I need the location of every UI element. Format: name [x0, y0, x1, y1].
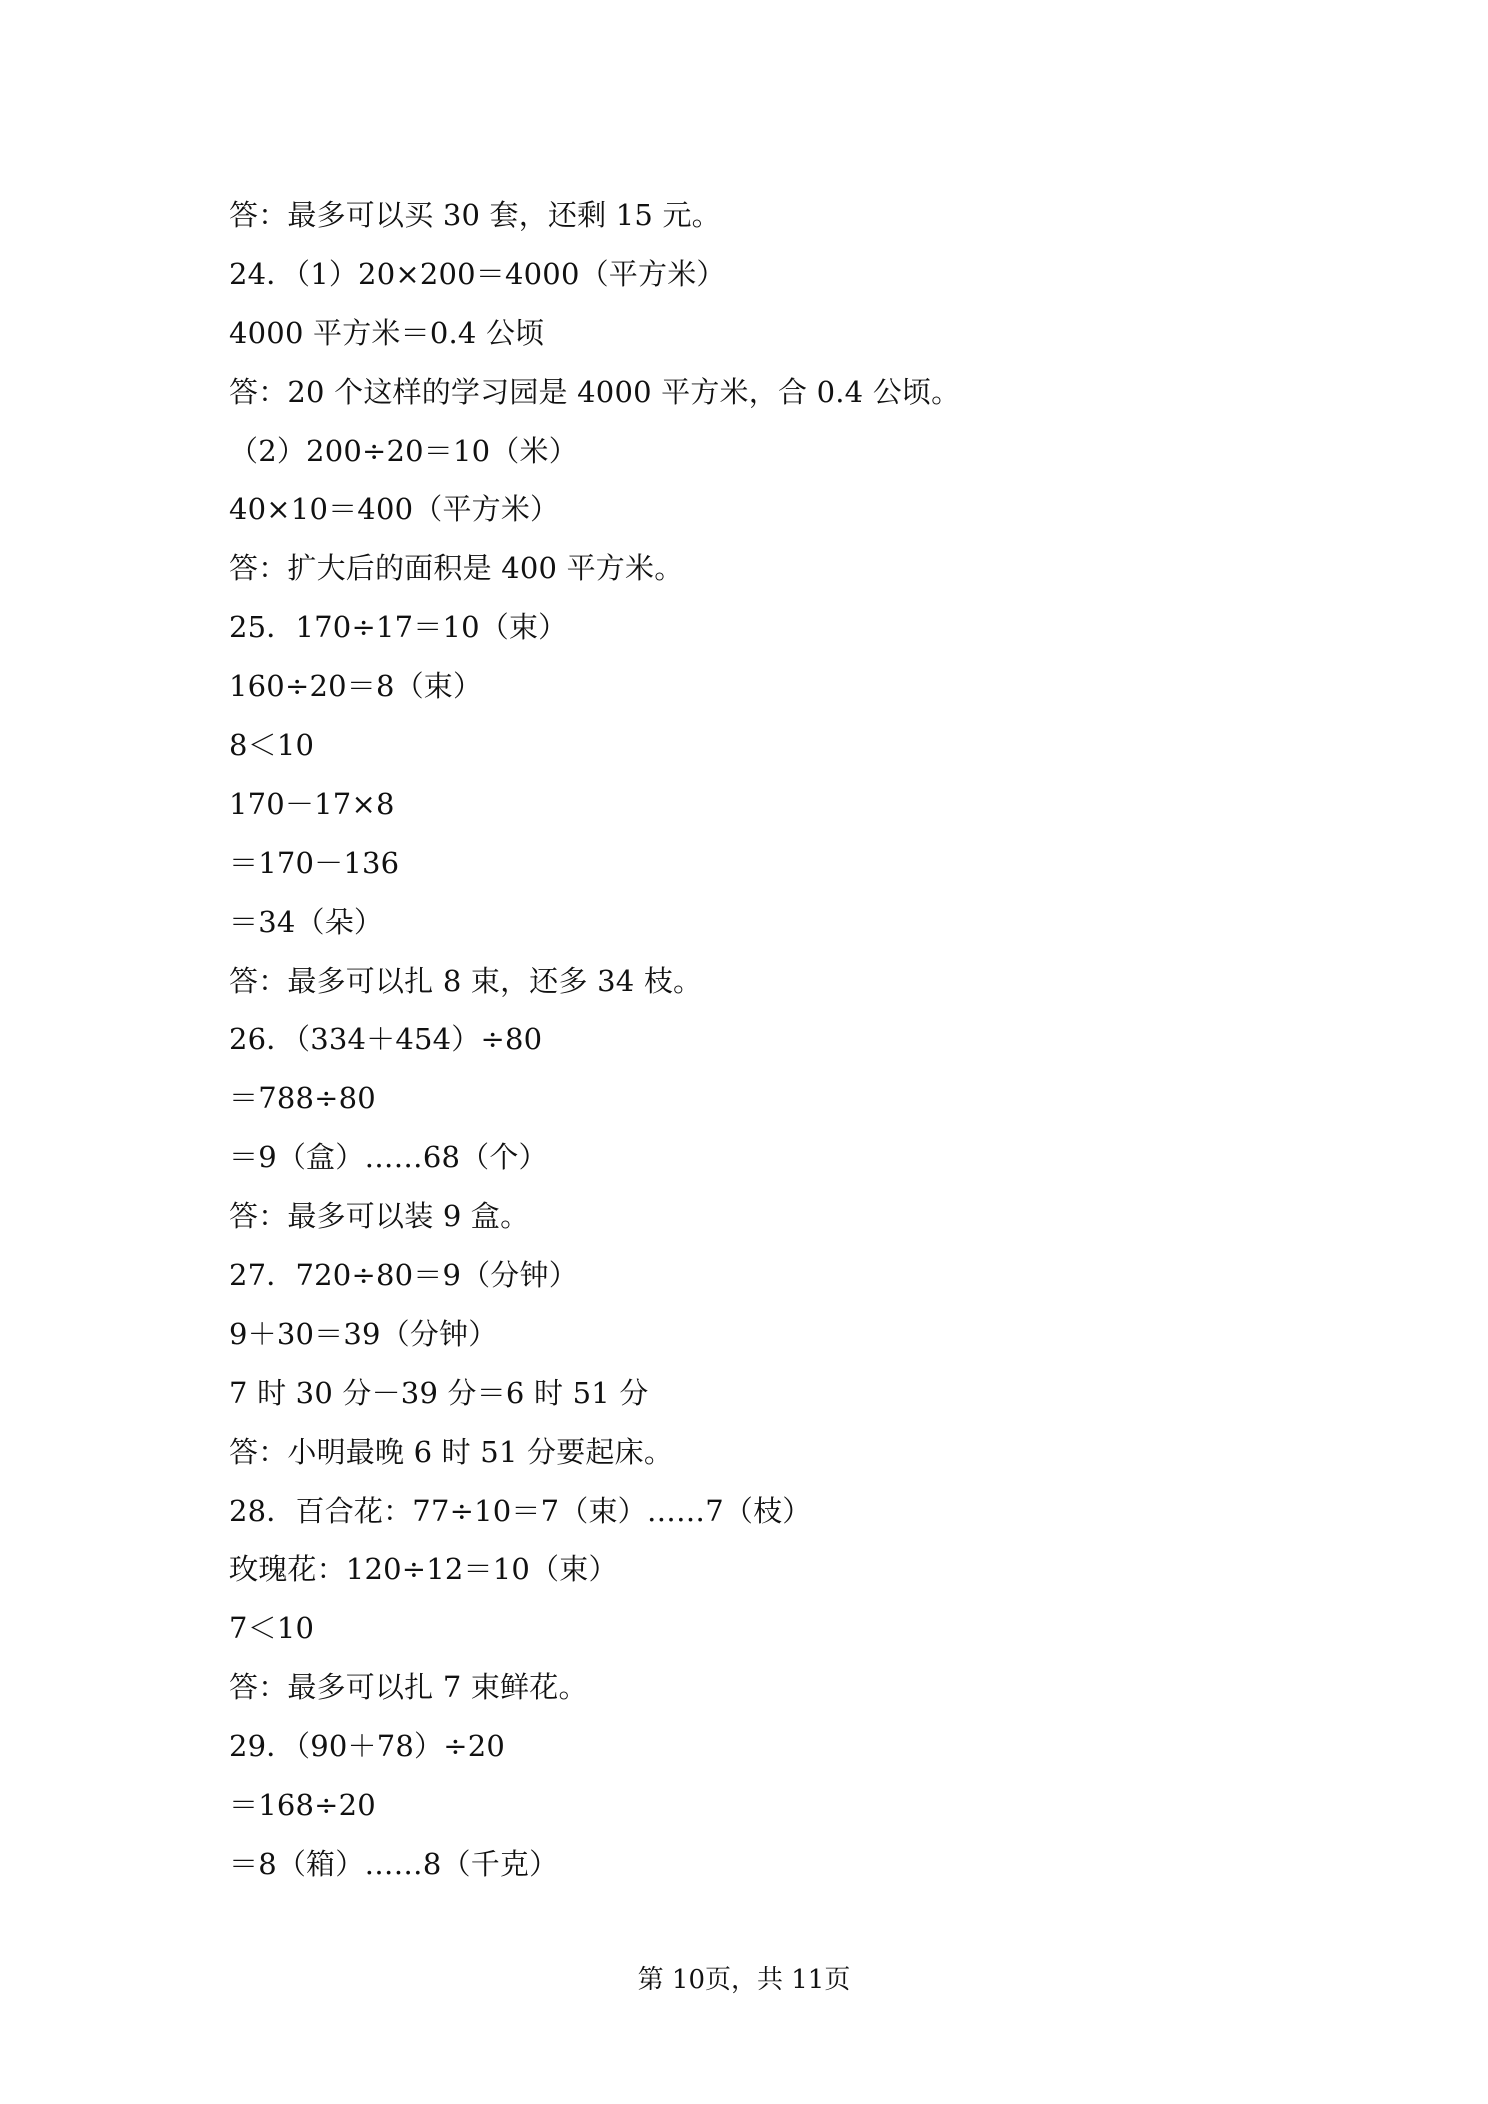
- text-line: 29．（90＋78）÷20: [229, 1729, 506, 1764]
- text-line: 答：最多可以买 30 套，还剩 15 元。: [229, 198, 721, 232]
- text-line: （2）200÷20＝10（米）: [229, 433, 578, 468]
- text-line: 4000 平方米＝0.4 公顷: [229, 315, 545, 350]
- text-line: ＝9（盒）……68（个）: [229, 1140, 548, 1175]
- text-line: 7 时 30 分－39 分＝6 时 51 分: [229, 1375, 649, 1410]
- text-line: 27．720÷80＝9（分钟）: [229, 1258, 578, 1293]
- answer-content: [229, 186, 1289, 1894]
- text-line: 答：最多可以扎 7 束鲜花。: [229, 1670, 588, 1705]
- text-line: ＝8（箱）……8（千克）: [229, 1846, 559, 1881]
- text-line: 答：小明最晚 6 时 51 分要起床。: [229, 1434, 674, 1469]
- text-line: 答：扩大后的面积是 400 平方米。: [229, 551, 684, 586]
- text-line: ＝168÷20: [229, 1788, 376, 1823]
- text-line: 25．170÷17＝10（束）: [229, 610, 568, 645]
- text-line: ＝170－136: [229, 845, 400, 880]
- page-footer: 第 10页，共 11页: [637, 1965, 851, 1995]
- text-line: 28．百合花：77÷10＝7（束）……7（枝）: [229, 1493, 812, 1528]
- text-line: 160÷20＝8（束）: [229, 669, 483, 704]
- text-line: ＝788÷80: [229, 1081, 376, 1116]
- text-line: 8＜10: [229, 728, 315, 763]
- text-line: 170－17×8: [229, 786, 395, 821]
- text-line: 玫瑰花：120÷12＝10（束）: [229, 1552, 618, 1587]
- text-line: 答：最多可以装 9 盒。: [229, 1199, 530, 1234]
- text-line: 答：20 个这样的学习园是 4000 平方米，合 0.4 公顷。: [229, 374, 961, 409]
- text-line: 答：最多可以扎 8 束，还多 34 枝。: [229, 963, 703, 998]
- text-line: 7＜10: [229, 1611, 315, 1646]
- text-line: ＝34（朵）: [229, 904, 384, 939]
- text-line: 40×10＝400（平方米）: [229, 492, 560, 527]
- text-line: 26．（334＋454）÷80: [229, 1022, 543, 1057]
- text-line: 9＋30＝39（分钟）: [229, 1316, 498, 1351]
- text-line: 24．（1）20×200＝4000（平方米）: [229, 256, 726, 291]
